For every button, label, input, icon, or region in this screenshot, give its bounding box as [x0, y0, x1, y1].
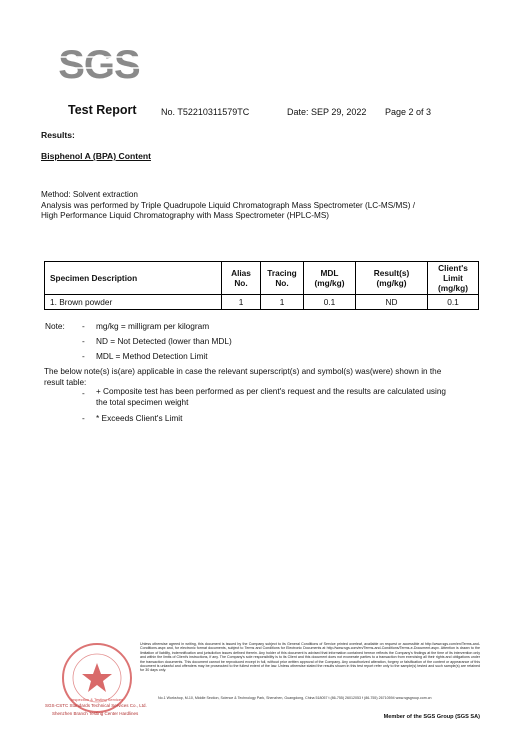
col-specimen: Specimen Description [45, 262, 222, 295]
col-mdl: MDL (mg/kg) [304, 262, 356, 295]
results-label: Results: [41, 130, 75, 140]
note-label: Note: [45, 321, 65, 331]
method-line: Method: Solvent extraction [41, 190, 138, 199]
cell-client-limit: 0.1 [428, 295, 479, 310]
results-table [44, 261, 479, 310]
footnote-dash: - [82, 413, 85, 423]
report-number: No. T52210311579TC [161, 107, 250, 117]
svg-text:Inspection & Testing Services: Inspection & Testing Services [70, 697, 124, 702]
note-dash: - [82, 351, 85, 361]
table-header-row [45, 262, 479, 295]
cell-specimen: 1. Brown powder [45, 295, 222, 310]
cell-tracing: 1 [261, 295, 304, 310]
stamp-caption: Shenzhen Branch Testing Center Hardlines [52, 711, 139, 716]
method-line: High Performance Liquid Chromatography with Mass Spectrometer (HPLC-MS) [41, 211, 330, 220]
footnote-dash: - [82, 388, 85, 398]
table-row [45, 295, 479, 310]
col-alias: Alias No. [222, 262, 261, 295]
stamp-caption: SGS-CSTC Standards Technical Services Co., Ltd. [45, 703, 147, 708]
section-title: Bisphenol A (BPA) Content [41, 151, 151, 161]
page-number: Page 2 of 3 [385, 107, 432, 117]
col-result: Result(s) (mg/kg) [356, 262, 428, 295]
note-item: ND = Not Detected (lower than MDL) [96, 336, 232, 346]
col-client-limit: Client's Limit (mg/kg) [428, 262, 479, 295]
note-item: MDL = Method Detection Limit [96, 351, 208, 361]
report-date: Date: SEP 29, 2022 [287, 107, 367, 117]
method-block [41, 190, 481, 222]
cell-result: ND [356, 295, 428, 310]
disclaimer-text: Unless otherwise agreed in writing, this document is issued by the Company subject to its General Conditions of Service printed overleaf, available on request or accessible at http://www.sgs.com/en/Terms-and-Conditions.aspx and, for electronic format documents, subject to Terms and Conditions for Electronic Documents at http://www.sgs.com/en/Terms-and-Conditions/Terms-e-Document.aspx. Attention is drawn to the limitation of liability, indemnification and jurisdiction issues defined therein. Any holder of this document is advised that information contained hereon reflects the Company's findings at the time of its intervention only and within the limits of Client's instructions, if any. The Company's sole responsibility is to its Client and this document does not exonerate parties to a transaction from exercising all their rights and obligations under the transaction documents. This document cannot be reproduced except in full, without prior written approval of the Company. Any unauthorized alteration, forgery or falsification of the content or appearance of this document is unlawful and offenders may be prosecuted to the fullest extent of the law. Unless otherwise stated the results shown in this test report refer only to the sample(s) tested and such sample(s) are retained for 30 days only. [140, 642, 480, 673]
sgs-logo-text: SGS [58, 43, 140, 86]
report-title: Test Report [68, 103, 137, 117]
col-tracing: Tracing No. [261, 262, 304, 295]
sgs-logo [57, 40, 141, 86]
note-item: mg/kg = milligram per kilogram [96, 321, 210, 331]
cell-alias: 1 [222, 295, 261, 310]
cell-mdl: 0.1 [304, 295, 356, 310]
address-line: No.1 Workshop, M-10, Middle Section, Science & Technology Park, Shenzhen, Guangdong, China 518057 t (86-755) 26012053 f (86-755) 26710594 www.sgsgroup.com.cn [158, 696, 432, 700]
sgs-member-line: Member of the SGS Group (SGS SA) [383, 714, 480, 720]
footnote-composite: + Composite test has been performed as per client's request and the results are calculated using the total specimen weight [96, 387, 446, 407]
note-dash: - [82, 336, 85, 346]
footnote-exceeds: * Exceeds Client's Limit [96, 413, 183, 423]
footnote-intro: The below note(s) is(are) applicable in case the relevant superscript(s) and symbol(s) was(were) shown in the result table: [44, 367, 442, 387]
note-dash: - [82, 321, 85, 331]
method-line: Analysis was performed by Triple Quadrupole Liquid Chromatograph Mass Spectrometer (LC-MS/MS) / [41, 200, 416, 210]
